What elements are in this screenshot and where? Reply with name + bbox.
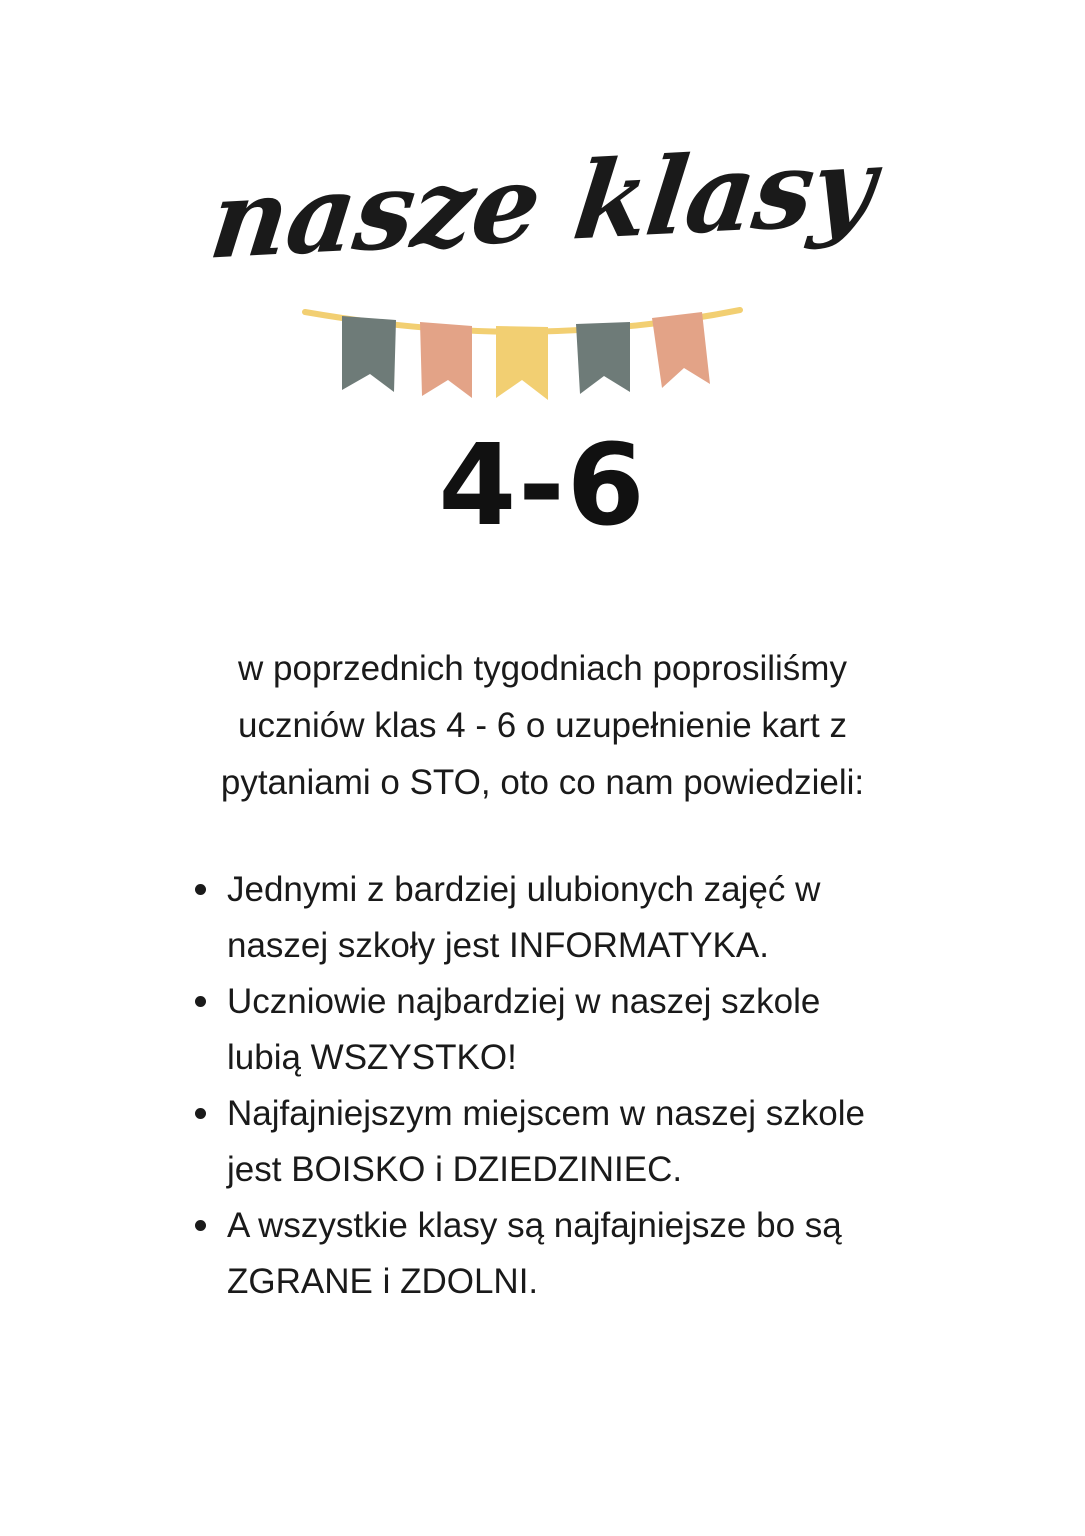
bunting-flag-3 <box>496 326 548 400</box>
list-item <box>195 1198 955 1310</box>
list-item-text: naszej szkoły jest INFORMATYKA. <box>227 926 769 965</box>
bullet-dot-icon <box>195 996 206 1007</box>
list-item <box>195 862 955 974</box>
bunting-flag-4 <box>576 322 630 394</box>
intro-paragraph <box>130 640 955 811</box>
answers-list <box>195 862 955 1310</box>
intro-line: uczniów klas 4 - 6 o uzupełnienie kart z <box>238 706 847 745</box>
bunting-flag-2 <box>420 322 472 398</box>
bullet-dot-icon <box>195 884 206 895</box>
list-item <box>195 974 955 1086</box>
intro-line: w poprzednich tygodniach poprosiliśmy <box>238 649 847 688</box>
list-item-text: ZGRANE i ZDOLNI. <box>227 1262 539 1301</box>
list-item-text: Jednymi z bardziej ulubionych zajęć w <box>227 870 821 909</box>
bunting-flag-5 <box>652 312 710 388</box>
list-item-text: lubią WSZYSTKO! <box>227 1038 517 1077</box>
list-item <box>195 1086 955 1198</box>
bullet-dot-icon <box>195 1108 206 1119</box>
intro-line: pytaniami o STO, oto co nam powiedzieli: <box>220 763 865 802</box>
list-item-text: jest BOISKO i DZIEDZINIEC. <box>227 1150 683 1189</box>
list-item-text: A wszystkie klasy są najfajniejsze bo są <box>227 1206 842 1245</box>
bunting-flag-1 <box>342 316 396 392</box>
grades-heading: 4-6 <box>438 421 647 551</box>
list-item-text: Uczniowie najbardziej w naszej szkole <box>227 982 821 1021</box>
bullet-dot-icon <box>195 1220 206 1231</box>
bunting-decoration <box>300 300 750 410</box>
list-item-text: Najfajniejszym miejscem w naszej szkole <box>227 1094 865 1133</box>
script-title: nasze klasy <box>203 122 882 283</box>
